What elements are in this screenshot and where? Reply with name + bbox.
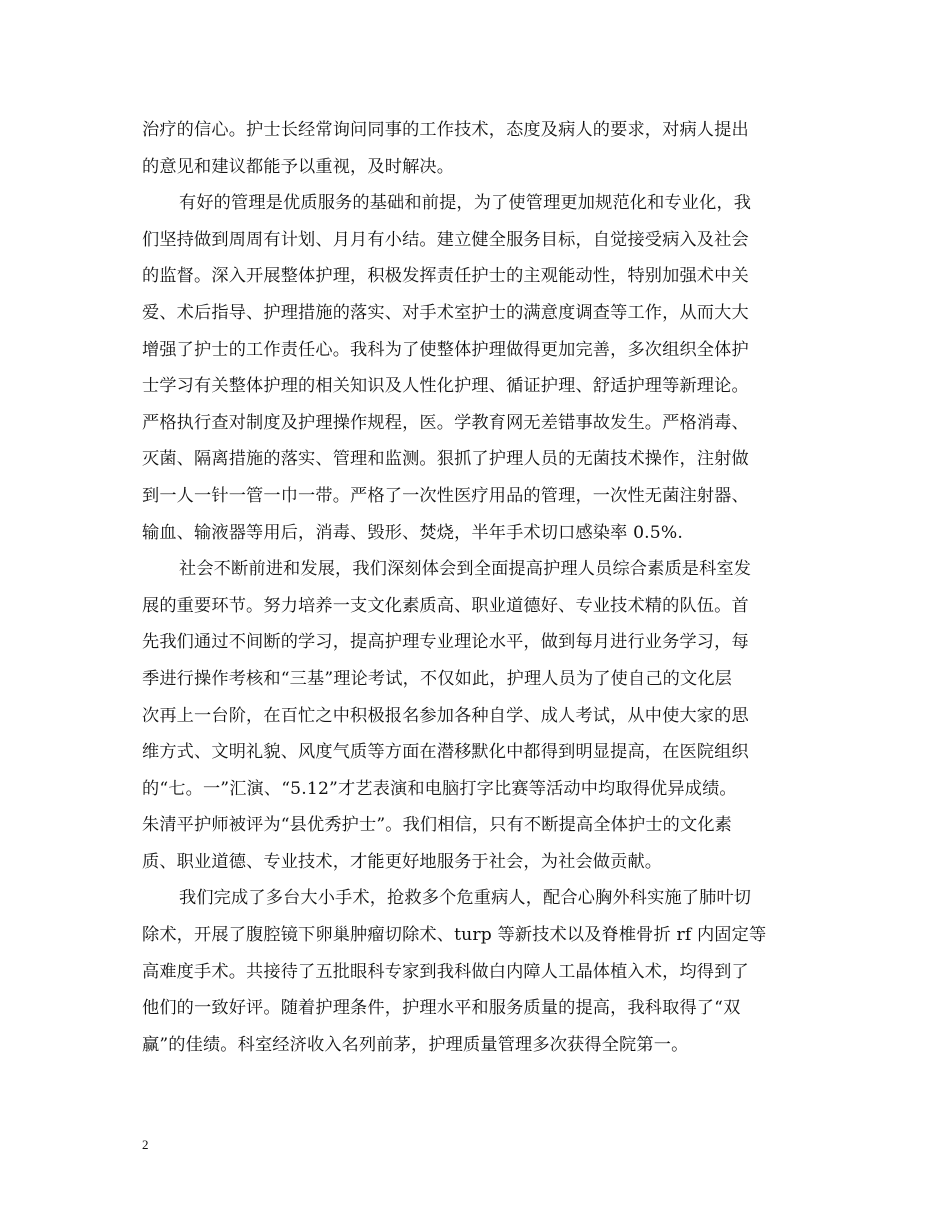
- text-line: 治疗的信心。护士长经常询问同事的工作技术，态度及病人的要求，对病人提出: [142, 120, 749, 140]
- text-line: 输血、输液器等用后，消毒、毁形、焚烧，半年手术切口感染率 0.5%.: [142, 522, 683, 543]
- text-line: 质、职业道德、专业技术，才能更好地服务于社会，为社会做贡献。: [142, 851, 663, 872]
- text-line: 高难度手术。共接待了五批眼科专家到我科做白内障人工晶体植入术，均得到了: [142, 961, 749, 982]
- text-line: 爱、术后指导、护理措施的落实、对手术室护士的满意度调查等工作，从而大大: [142, 302, 749, 323]
- text-line: 我们完成了多台大小手术，抢救多个危重病人，配合心胸外科实施了肺叶切: [179, 888, 752, 909]
- paragraph: [142, 551, 810, 880]
- text-line: 维方式、文明礼貌、风度气质等方面在潜移默化中都得到明显提高，在医院组织: [142, 742, 749, 763]
- text-line: 赢”的佳绩。科室经济收入名列前茅，护理质量管理多次获得全院第一。: [142, 1034, 689, 1055]
- paragraph: [142, 185, 810, 551]
- document-body: [142, 112, 810, 1063]
- text-line: 朱清平护师被评为“县优秀护士”。我们相信，只有不断提高全体护士的文化素: [142, 815, 733, 836]
- text-line: 的“七。一”汇演、“5.12”才艺表演和电脑打字比赛等活动中均取得优异成绩。: [142, 778, 737, 799]
- page-number: 2: [142, 1137, 149, 1152]
- text-line: 社会不断前进和发展，我们深刻体会到全面提高护理人员综合素质是科室发: [179, 559, 752, 580]
- paragraph: [142, 880, 810, 1063]
- text-line: 到一人一针一管一巾一带。严格了一次性医疗用品的管理，一次性无菌注射器、: [142, 485, 749, 506]
- text-line: 的意见和建议都能予以重视，及时解决。: [142, 156, 455, 177]
- text-line: 除术，开展了腹腔镜下卵巢肿瘤切除术、turp 等新技术以及脊椎骨折 rf 内固定等: [142, 925, 767, 946]
- text-line: 他们的一致好评。随着护理条件，护理水平和服务质量的提高，我科取得了“双: [142, 998, 741, 1019]
- text-line: 的监督。深入开展整体护理，积极发挥责任护士的主观能动性，特别加强术中关: [142, 266, 749, 287]
- text-line: 增强了护士的工作责任心。我科为了使整体护理做得更加完善，多次组织全体护: [142, 339, 749, 360]
- paragraph: [142, 112, 810, 185]
- text-line: 士学习有关整体护理的相关知识及人性化护理、循证护理、舒适护理等新理论。: [142, 376, 749, 397]
- text-line: 有好的管理是优质服务的基础和前提，为了使管理更加规范化和专业化，我: [179, 193, 752, 214]
- text-line: 展的重要环节。努力培养一支文化素质高、职业道德好、专业技术精的队伍。首: [142, 595, 749, 616]
- text-line: 先我们通过不间断的学习，提高护理专业理论水平，做到每月进行业务学习，每: [142, 632, 749, 653]
- text-line: 们坚持做到周周有计划、月月有小结。建立健全服务目标，自觉接受病入及社会: [142, 229, 749, 250]
- text-line: 灭菌、隔离措施的落实、管理和监测。狠抓了护理人员的无菌技术操作，注射做: [142, 449, 749, 470]
- text-line: 季进行操作考核和“三基”理论考试，不仅如此，护理人员为了使自己的文化层: [142, 668, 733, 689]
- text-line: 严格执行查对制度及护理操作规程，医。学教育网无差错事故发生。严格消毒、: [142, 412, 749, 433]
- text-line: 次再上一台阶，在百忙之中积极报名参加各种自学、成人考试，从中使大家的思: [142, 705, 749, 726]
